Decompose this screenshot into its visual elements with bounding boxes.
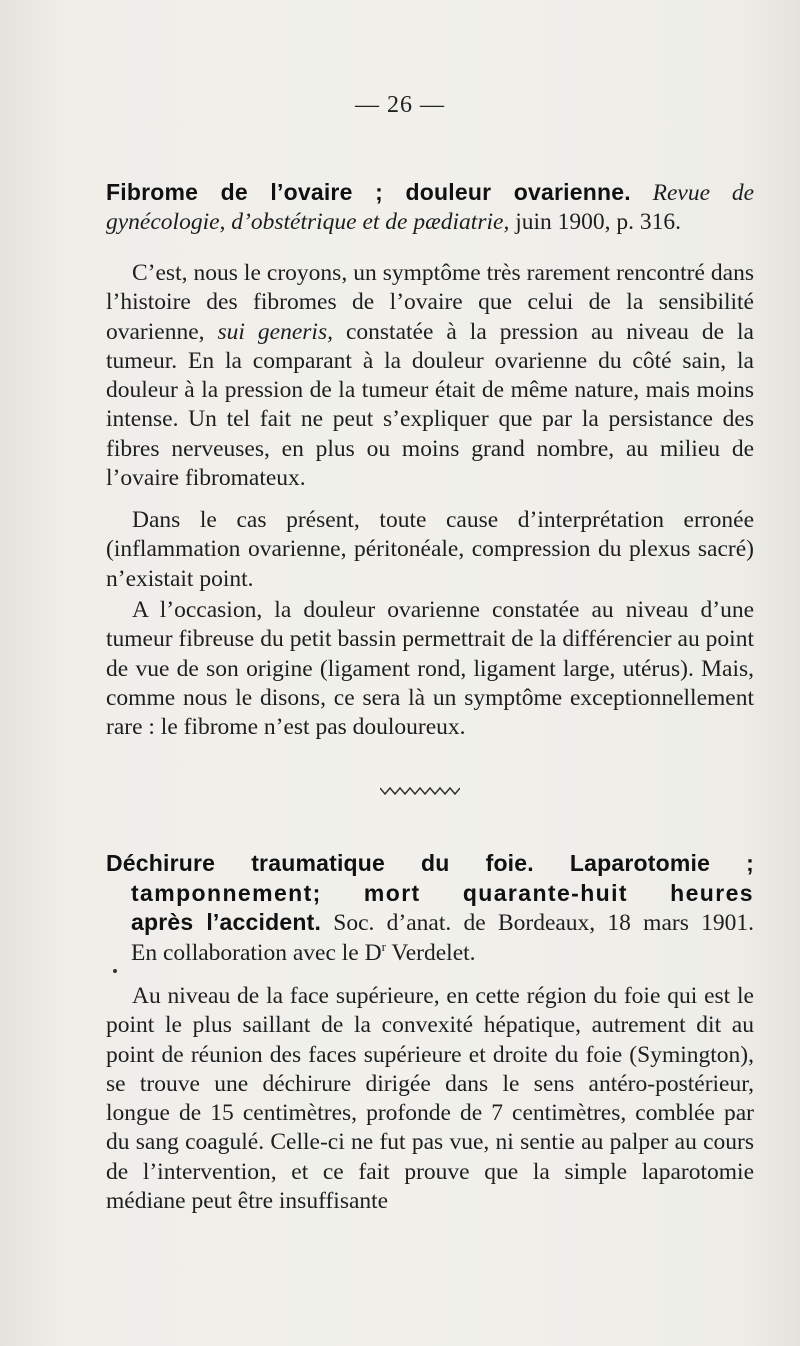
page-number: — 26 —: [355, 92, 445, 118]
article1-p1-text-a: C’est, nous le croyons, un symptôme très rarement rencontré dans l’histoire des fibromes de l’ovaire que celui de la sensibilité ovarienne,: [106, 260, 754, 345]
article2-title-bold: après l’accident.: [131, 909, 322, 935]
article1-heading: [106, 178, 754, 238]
collab-sup: r: [381, 938, 386, 954]
article1-paragraph-2: [106, 506, 754, 594]
collab-text: En collaboration avec le D: [131, 939, 382, 966]
article1-paragraph-3: [106, 596, 754, 742]
ink-speck: [113, 969, 117, 973]
article2-citation: Soc. d’anat. de Bordeaux, 18 mars 1901.: [321, 910, 754, 936]
article1-p1-text-b: constatée à la pression au niveau de la tumeur. En la comparant à la douleur ovarienne du côté sain, la douleur à la pression de la tumeur était de même nature, mais moins intense. Un tel fait ne peut s’expliquer que par la persistance des fibres nerveuses, en plus ou moins grand nombre, au milieu de l’ovaire fibromateux.: [106, 318, 754, 492]
collab-name: Verdelet.: [385, 939, 476, 966]
article2-paragraph-1: [106, 982, 754, 1216]
section-divider-ornament: [380, 786, 460, 796]
article2-title-line3: [106, 908, 754, 939]
article1-p3-text: A l’occasion, la douleur ovarienne constatée au niveau d’une tumeur fibreuse du petit bassin permettrait de la différencier au point de vue de son origine (ligament rond, ligament large, utérus). Mais, comme nous le disons, ce sera là un symptôme exceptionnellement rare : le fibrome n’est pas douloureux.: [106, 597, 754, 741]
article2-p1-text: Au niveau de la face supérieure, en cette région du foie qui est le point le plus saillant de la convexité hépatique, autrement dit au point de réunion des faces supérieure et droite du foie (Symington), se trouve une déchirure dirigée dans le sens antéro-postérieur, longue de 15 centimètres, profonde de 7 centimètres, comblée par du sang coagulé. Celle-ci ne fut pas vue, ni sentie au palper au cours de l’intervention, et ce fait prouve que la simple laparotomie médiane peut être insuffisante: [106, 983, 754, 1215]
article2-title-line1: Déchirure traumatique du foie. Laparotomie ;: [106, 850, 754, 876]
article1-p1-italic: sui generis,: [217, 318, 333, 345]
article2-heading: [106, 849, 754, 968]
article1-title: Fibrome de l’ovaire ; douleur ovarienne.: [106, 179, 631, 205]
article1-p2-text: Dans le cas présent, toute cause d’interprétation erronée (inflammation ovarienne, péritonéale, compression du plexus sacré) n’existait point.: [106, 507, 754, 592]
article1-paragraph-1: [106, 259, 754, 493]
article2-collaboration: [106, 939, 754, 969]
article1-journal: Revue de gynécologie, d’obstétrique et de pædiatrie,: [106, 180, 754, 236]
article1-citation: juin 1900, p. 316.: [509, 209, 682, 236]
article2-title-line2: tamponnement; mort quarante-huit heures: [131, 879, 754, 906]
